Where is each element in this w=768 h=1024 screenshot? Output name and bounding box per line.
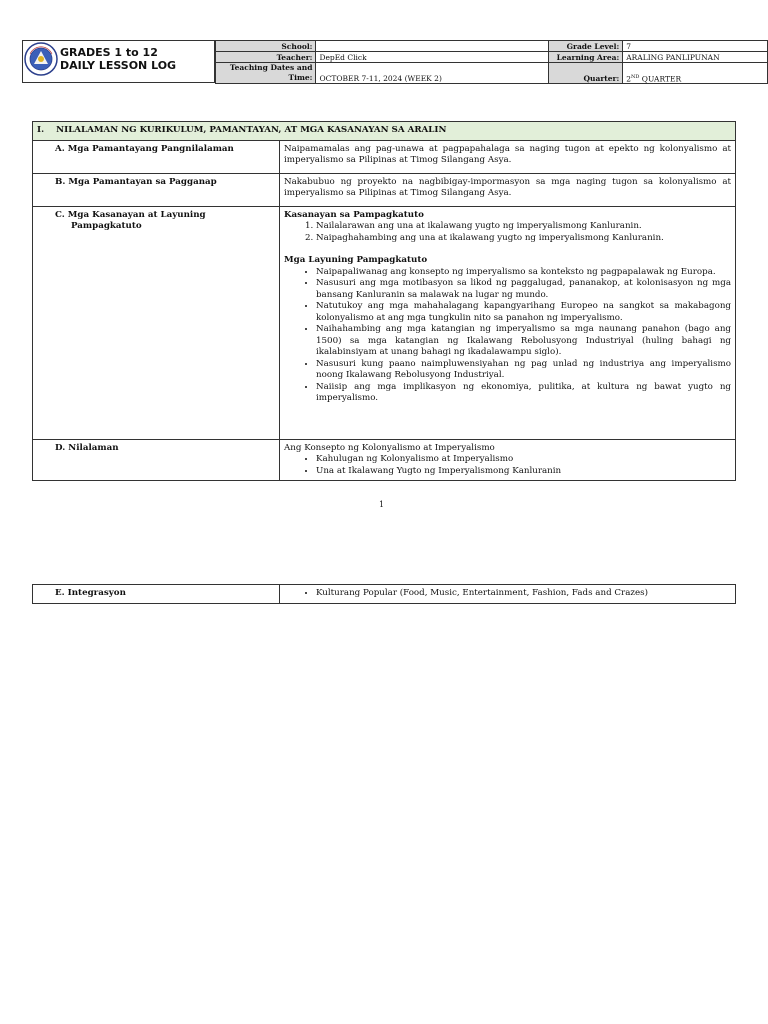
teacher-label: Teacher:: [216, 52, 316, 63]
kasanayan-heading: Kasanayan sa Pampagkatuto: [284, 209, 424, 220]
teaching-dates-label: Teaching Dates and Time:: [216, 63, 316, 84]
nilalaman-content: [280, 439, 736, 481]
quarter-value: 2ND QUARTER: [623, 63, 768, 84]
integrasyon-list: [284, 588, 731, 600]
list-item: 2. Naipaghahambing ang una at ikalawang yugto ng imperyalismong Kanluranin.: [316, 233, 731, 245]
list-item: • Natutukoy ang mga mahahalagang kapangyarihang Europeo na sangkot sa makabagong kolonyalismo at ang mga tungkulin nito sa panahon ng imperyalismo.: [316, 301, 731, 324]
integration-table: [32, 584, 736, 604]
nilalaman-list: [284, 454, 731, 477]
school-label: School:: [216, 41, 316, 52]
deped-seal-logo: [24, 42, 58, 76]
page-number: 1: [379, 500, 385, 509]
integrasyon-label: E. Integrasyon: [33, 585, 280, 604]
list-item: • Naiisip ang mga implikasyon ng ekonomiya, pulitika, at kultura ng bawat yugto ng imperyalismo.: [316, 382, 731, 405]
grade-level-label: Grade Level:: [548, 41, 622, 52]
performance-standards-text: Nakabubuo ng proyekto na nagbibigay-impormasyon sa mga naging tugon sa kolonyalismo at imperyalismo sa Pilipinas at Timog Silangang Asya.: [280, 173, 736, 206]
lesson-content-table: [32, 121, 736, 481]
learning-area-label: Learning Area:: [548, 52, 622, 63]
teacher-value: DepEd Click: [316, 52, 548, 63]
grade-level-value: 7: [623, 41, 768, 52]
content-standards-text: Naipamamalas ang pag-unawa at pagpapahalaga sa naging tugon at epekto ng kolonyalismo at imperyalismo sa Pilipinas at Timog Silangang Asya.: [280, 140, 736, 173]
layunin-list: [284, 267, 731, 405]
list-item: • Naihahambing ang mga katangian ng imperyalismo sa mga naunang panahon (bago ang 1500) sa mga katangian ng Ikalawang Rebolusyong Industriyal (huling bahagi ng ikalabinsiyam at unang bahagi ng ikadalawampu siglo).: [316, 324, 731, 359]
form-title-line2: DAILY LESSON LOG: [60, 59, 177, 72]
list-item: • Kahulugan ng Kolonyalismo at Imperyalismo: [316, 454, 731, 466]
form-title-line1: GRADES 1 to 12: [60, 46, 158, 59]
school-value: [316, 41, 548, 52]
list-item: • Nasusuri ang mga motibasyon sa likod ng paggalugad, pananakop, at kolonisasyon ng mga bansang Kanluranin sa malawak na lugar ng mundo.: [316, 278, 731, 301]
list-item: • Una at Ikalawang Yugto ng Imperyalismong Kanluranin: [316, 466, 731, 478]
layunin-heading: Mga Layuning Pampagkatuto: [284, 255, 428, 265]
quarter-label: Quarter:: [548, 63, 622, 84]
learning-competencies-content: [280, 206, 736, 439]
learning-area-value: ARALING PANLIPUNAN: [623, 52, 768, 63]
header-info-table: [215, 40, 768, 84]
learning-competencies-label: C. Mga Kasanayan at Layuning Pampagkatuto: [33, 206, 280, 439]
section-i-heading: I. NILALAMAN NG KURIKULUM, PAMANTAYAN, AT MGA KASANAYAN SA ARALIN: [33, 122, 736, 141]
content-standards-label: A. Mga Pamantayang Pangnilalaman: [33, 140, 280, 173]
list-item: • Kulturang Popular (Food, Music, Entertainment, Fashion, Fads and Crazes): [316, 588, 731, 600]
list-item: 1. Nailalarawan ang una at ikalawang yugto ng imperyalismong Kanluranin.: [316, 221, 731, 233]
performance-standards-label: B. Mga Pamantayan sa Pagganap: [33, 173, 280, 206]
nilalaman-label: D. Nilalaman: [33, 439, 280, 481]
list-item: • Naipapaliwanag ang konsepto ng imperyalismo sa konteksto ng pagpapalawak ng Europa.: [316, 267, 731, 279]
nilalaman-text: Ang Konsepto ng Kolonyalismo at Imperyalismo: [284, 442, 495, 453]
teaching-dates-value: OCTOBER 7-11, 2024 (WEEK 2): [316, 63, 548, 84]
integrasyon-content: [280, 585, 736, 604]
kasanayan-list: [284, 221, 731, 244]
list-item: • Nasusuri kung paano naimpluwensiyahan ng pag unlad ng industriya ang imperyalismo noong Ikalawang Rebolusyong Industriyal.: [316, 359, 731, 382]
